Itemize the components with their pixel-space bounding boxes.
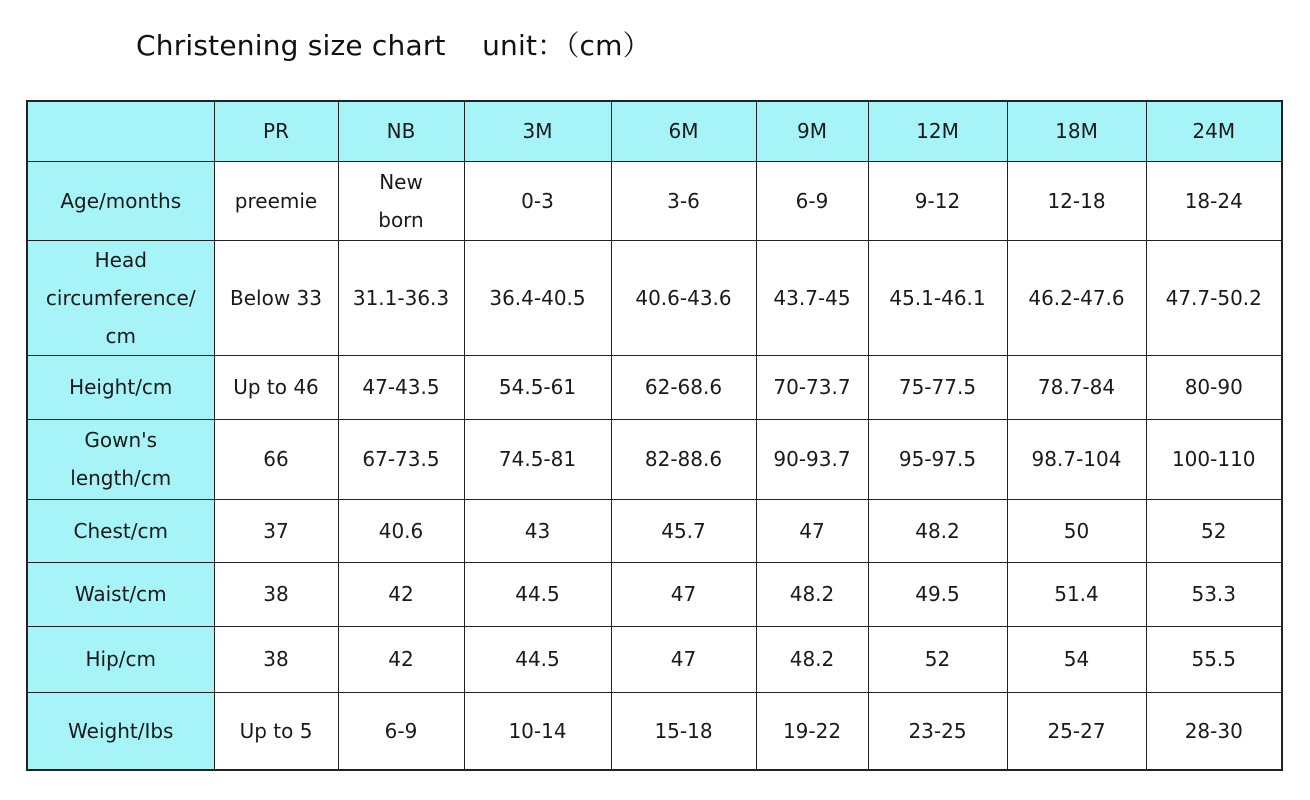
- table-cell: 40.6-43.6: [611, 240, 756, 355]
- table-row-gown-length: [27, 419, 1282, 499]
- table-cell: 78.7-84: [1007, 355, 1146, 419]
- table-cell: 54.5-61: [464, 355, 611, 419]
- table-cell: 43: [464, 499, 611, 562]
- table-cell: 74.5-81: [464, 419, 611, 499]
- row-label-weight: Weight/Ibs: [27, 692, 214, 770]
- table-cell: 19-22: [756, 692, 868, 770]
- table-cell: 45.7: [611, 499, 756, 562]
- header-cell-18m: 18M: [1007, 101, 1146, 161]
- table-cell: 48.2: [868, 499, 1007, 562]
- table-cell: 52: [868, 626, 1007, 692]
- table-row-height: [27, 355, 1282, 419]
- table-cell: 28-30: [1146, 692, 1282, 770]
- table-cell: 95-97.5: [868, 419, 1007, 499]
- header-corner-cell: [27, 101, 214, 161]
- header-row: [27, 101, 1282, 161]
- table-cell: Up to 5: [214, 692, 338, 770]
- table-cell: 54: [1007, 626, 1146, 692]
- table-cell: 9-12: [868, 161, 1007, 240]
- table-row-weight: [27, 692, 1282, 770]
- table-cell: preemie: [214, 161, 338, 240]
- table-cell: 31.1-36.3: [338, 240, 464, 355]
- table-cell: 40.6: [338, 499, 464, 562]
- header-cell-9m: 9M: [756, 101, 868, 161]
- header-cell-3m: 3M: [464, 101, 611, 161]
- table-cell: 90-93.7: [756, 419, 868, 499]
- table-cell: 51.4: [1007, 562, 1146, 626]
- table-cell: 6-9: [338, 692, 464, 770]
- table-cell: 15-18: [611, 692, 756, 770]
- table-cell: 38: [214, 626, 338, 692]
- table-cell: 48.2: [756, 562, 868, 626]
- table-row-chest: [27, 499, 1282, 562]
- table-cell: 37: [214, 499, 338, 562]
- table-cell: 82-88.6: [611, 419, 756, 499]
- table-cell: 52: [1146, 499, 1282, 562]
- row-label-height: Height/cm: [27, 355, 214, 419]
- header-cell-6m: 6M: [611, 101, 756, 161]
- table-cell: 67-73.5: [338, 419, 464, 499]
- table-cell: 100-110: [1146, 419, 1282, 499]
- table-cell: 36.4-40.5: [464, 240, 611, 355]
- table-row-waist: [27, 562, 1282, 626]
- header-cell-12m: 12M: [868, 101, 1007, 161]
- table-cell: 25-27: [1007, 692, 1146, 770]
- table-cell: 42: [338, 562, 464, 626]
- row-label-waist: Waist/cm: [27, 562, 214, 626]
- table-cell: 46.2-47.6: [1007, 240, 1146, 355]
- table-cell: 23-25: [868, 692, 1007, 770]
- table-cell: 0-3: [464, 161, 611, 240]
- table-cell: 47: [756, 499, 868, 562]
- chart-title: Christening size chart unit：（cm）: [136, 29, 651, 62]
- table-cell: 47: [611, 626, 756, 692]
- table-cell: Up to 46: [214, 355, 338, 419]
- table-cell: 55.5: [1146, 626, 1282, 692]
- table-cell: 49.5: [868, 562, 1007, 626]
- row-label-chest: Chest/cm: [27, 499, 214, 562]
- header-cell-nb: NB: [338, 101, 464, 161]
- table-cell: 43.7-45: [756, 240, 868, 355]
- table-row-hip: [27, 626, 1282, 692]
- size-chart-table: [26, 100, 1283, 771]
- table-cell: 44.5: [464, 562, 611, 626]
- table-cell: 47: [611, 562, 756, 626]
- table-cell: 70-73.7: [756, 355, 868, 419]
- table-cell: 38: [214, 562, 338, 626]
- table-row-age: [27, 161, 1282, 240]
- table-cell: 62-68.6: [611, 355, 756, 419]
- table-cell: 98.7-104: [1007, 419, 1146, 499]
- table-cell: 3-6: [611, 161, 756, 240]
- table-cell: 66: [214, 419, 338, 499]
- table-cell: 80-90: [1146, 355, 1282, 419]
- table-cell: New born: [338, 161, 464, 240]
- header-cell-24m: 24M: [1146, 101, 1282, 161]
- table-cell: Below 33: [214, 240, 338, 355]
- row-label-age: Age/months: [27, 161, 214, 240]
- table-cell: 45.1-46.1: [868, 240, 1007, 355]
- table-cell: 75-77.5: [868, 355, 1007, 419]
- table-cell: 42: [338, 626, 464, 692]
- table-row-head: [27, 240, 1282, 355]
- row-label-hip: Hip/cm: [27, 626, 214, 692]
- table-cell: 53.3: [1146, 562, 1282, 626]
- row-label-head: Head circumference/ cm: [27, 240, 214, 355]
- table-cell: 50: [1007, 499, 1146, 562]
- table-cell: 44.5: [464, 626, 611, 692]
- row-label-gown-length: Gown's length/cm: [27, 419, 214, 499]
- table-cell: 12-18: [1007, 161, 1146, 240]
- table-cell: 6-9: [756, 161, 868, 240]
- table-cell: 18-24: [1146, 161, 1282, 240]
- table-cell: 47-43.5: [338, 355, 464, 419]
- header-cell-pr: PR: [214, 101, 338, 161]
- table-cell: 10-14: [464, 692, 611, 770]
- table-cell: 48.2: [756, 626, 868, 692]
- table-cell: 47.7-50.2: [1146, 240, 1282, 355]
